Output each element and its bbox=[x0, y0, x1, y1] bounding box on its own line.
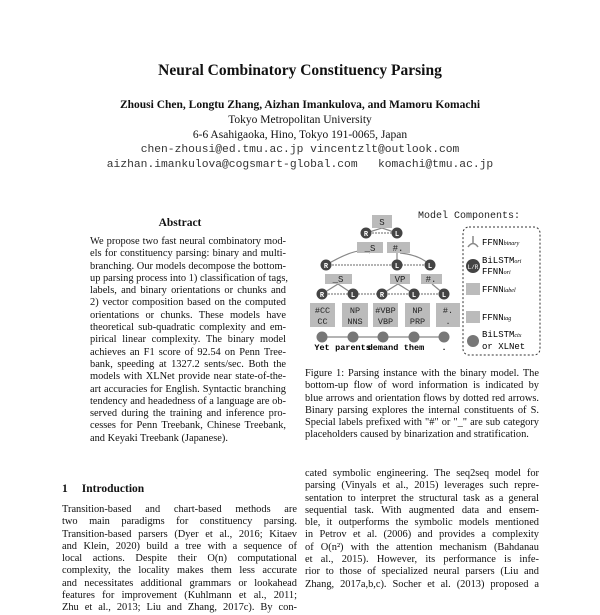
binary-icon bbox=[468, 236, 478, 247]
text-line: labels, and binary orientations or chunks and bbox=[90, 285, 286, 297]
orientation-label: L bbox=[394, 263, 400, 271]
word-encoder-node bbox=[317, 332, 328, 343]
text-line: We propose two fast neural combinatory mod- bbox=[90, 236, 286, 247]
node-S: S bbox=[379, 218, 385, 228]
svg-text:FFNNtag: FFNNtag bbox=[482, 313, 512, 323]
word-encoder-node bbox=[409, 332, 420, 343]
orientation-label: R bbox=[379, 292, 385, 300]
text-line: features for improvement (Kuhlmann et al., 2011; bbox=[62, 590, 297, 602]
abstract-heading: Abstract bbox=[158, 217, 202, 229]
text-line: pirical linear complexity. The binary model bbox=[90, 334, 286, 346]
pos-label: VBP bbox=[377, 317, 394, 327]
text-line: Special labels prefixed with "#" or "_" are sub category bbox=[305, 417, 539, 429]
pos-label: . bbox=[445, 317, 451, 327]
text-line: orientations or chunks. These models have bbox=[90, 309, 286, 321]
text-line: and Klein, 2020) build a tree with a sequence of bbox=[62, 540, 297, 552]
text-line: parsing (Vinyals et al., 2015) leverages such repre- bbox=[305, 480, 539, 492]
text-line: local actions. Despite their O(n) computational bbox=[62, 553, 297, 565]
text-line: rior to those of specialized neural parsers (Liu and bbox=[305, 566, 539, 578]
text-line: served during the training and inference pro- bbox=[90, 408, 286, 420]
authors: Zhousi Chen, Longtu Zhang, Aizhan Imankulova, and Mamoru Komachi bbox=[119, 99, 481, 111]
text-line: Zhu et al., 2013; Liu and Zhang, 2017c). By con- bbox=[62, 602, 297, 614]
orientation-label: L bbox=[394, 231, 400, 239]
emails-line-2: aizhan.imankulova@cogsmart-global.com komachi@tmu.ac.jp bbox=[106, 159, 494, 171]
orientation-label: R bbox=[323, 263, 329, 271]
text-line: 2) vector composition based on the computed bbox=[90, 297, 286, 309]
svg-text:L/R: L/R bbox=[467, 264, 479, 271]
text-line: ble, it outperforms the symbolic models mentioned bbox=[305, 517, 539, 529]
orientation-label: R bbox=[363, 231, 369, 239]
svg-text:BiLSTMctx: BiLSTMctx bbox=[482, 330, 522, 340]
section-title: Introduction bbox=[81, 483, 145, 495]
tag-label: #CC bbox=[314, 306, 331, 316]
pos-label: NNS bbox=[347, 317, 363, 327]
text-line: bottom-up flow of word information is indicated by bbox=[305, 380, 539, 392]
text-line: of O(n²) with the attention mechanism (Bahdanau bbox=[305, 541, 539, 553]
address: 6-6 Asahigaoka, Hino, Tokyo 191-0065, Japan bbox=[192, 129, 408, 141]
affiliation: Tokyo Metropolitan University bbox=[228, 114, 372, 126]
tag-label: #. bbox=[442, 306, 454, 316]
text-line: tendency and headedness of a language are ob- bbox=[90, 395, 286, 407]
orientation-label: R bbox=[319, 292, 325, 300]
pos-label: PRP bbox=[409, 317, 426, 327]
pos-label: CC bbox=[317, 317, 328, 327]
svg-text:BiLSTMori: BiLSTMori bbox=[482, 256, 522, 266]
orientation-label: L bbox=[411, 292, 417, 300]
paper-title: Neural Combinatory Constituency Parsing bbox=[158, 62, 442, 79]
text-line: Binary parsing explores the internal constituents of S. bbox=[305, 404, 539, 416]
text-line: sequential task. With augmented data and ensem- bbox=[305, 504, 539, 516]
section-number: 1 bbox=[62, 483, 68, 495]
orientation-label: L bbox=[350, 292, 356, 300]
svg-text:FFNNbinary: FFNNbinary bbox=[482, 238, 520, 248]
text-line: bank, speeding at 1327.2 sents/sec. Both the bbox=[90, 358, 286, 370]
node-_S: _S bbox=[332, 275, 344, 285]
text-line: et al., 2015). However, its performance is infe- bbox=[305, 554, 539, 566]
text-line: achieves an F1 score of 92.54 on Penn Tree- bbox=[90, 346, 286, 358]
word-token: parents bbox=[335, 343, 371, 353]
text-line: branching. Our models decompose the bottom- bbox=[90, 260, 286, 272]
svg-text:or XLNet: or XLNet bbox=[482, 342, 526, 352]
text-line: models with XLNet provide near state-of-the- bbox=[90, 371, 286, 383]
word-encoder-node bbox=[439, 332, 450, 343]
text-line: blue arrows and orientation flows by dotted red arrows. bbox=[305, 392, 539, 404]
legend-title: Model Components: bbox=[418, 211, 521, 222]
node-#.: #. bbox=[392, 244, 404, 254]
svg-text:FFNNlabel: FFNNlabel bbox=[482, 285, 516, 295]
word-token: them bbox=[403, 343, 425, 353]
word-encoder-node bbox=[348, 332, 359, 343]
tag-label: NP bbox=[412, 306, 423, 316]
legend bbox=[466, 236, 525, 352]
tag-label: #VBP bbox=[375, 306, 396, 316]
word-encoder-node bbox=[378, 332, 389, 343]
word-token: . bbox=[441, 343, 447, 353]
tag-label: NP bbox=[349, 306, 361, 316]
text-line: Transition-based parsers (Dyer et al., 2016; Kitaev bbox=[62, 528, 297, 540]
word-token: Yet bbox=[314, 343, 330, 353]
text-line: theoretical sub-quadratic complexity and em- bbox=[90, 322, 286, 334]
orientation-label: L bbox=[441, 292, 447, 300]
text-line: complexity, the locality makes them less accurate bbox=[62, 565, 297, 577]
text-line: sentation to interpret the structural task as a general bbox=[305, 492, 539, 504]
text-line: two main paradigms for constituency parsing. bbox=[62, 516, 297, 528]
text-line: art accuracies for English. Syntactic branching bbox=[90, 383, 286, 395]
text-line: Zhang, 2017a,b,c). Socher et al. (2013) proposed a bbox=[305, 578, 539, 590]
text-line: cated symbolic engineering. The seq2seq model for bbox=[305, 468, 539, 479]
word-token: demand bbox=[367, 343, 399, 353]
text-line: in Petrov et al. (2006) and provides a complexity bbox=[305, 529, 539, 541]
orientation-label: L bbox=[427, 263, 433, 271]
text-line: Figure 1: Parsing instance with the binary model. The bbox=[305, 368, 539, 379]
text-line: cesses for Penn Treebank, Chinese Treebank, bbox=[90, 420, 286, 432]
node-#.: #. bbox=[425, 275, 437, 285]
text-line: up parsing process into 1) classification of tags, bbox=[90, 272, 288, 284]
text-line: Transition-based and chart-based methods are bbox=[62, 504, 297, 515]
text-line: els for constituency parsing: binary and multi- bbox=[90, 248, 286, 260]
node-VP: VP bbox=[394, 275, 406, 285]
text-line: and Keyaki Treebank (Japanese). bbox=[90, 432, 228, 444]
text-line: and necessitates additional grammars or lookahead bbox=[62, 577, 297, 589]
text-line: placeholders caused by binarization and stratification. bbox=[305, 429, 529, 441]
emails-line-1: chen-zhousi@ed.tmu.ac.jp vincentzlt@outlook.com bbox=[140, 144, 460, 156]
svg-text:FFNNori: FFNNori bbox=[482, 267, 511, 277]
node-_S: _S bbox=[364, 244, 376, 254]
